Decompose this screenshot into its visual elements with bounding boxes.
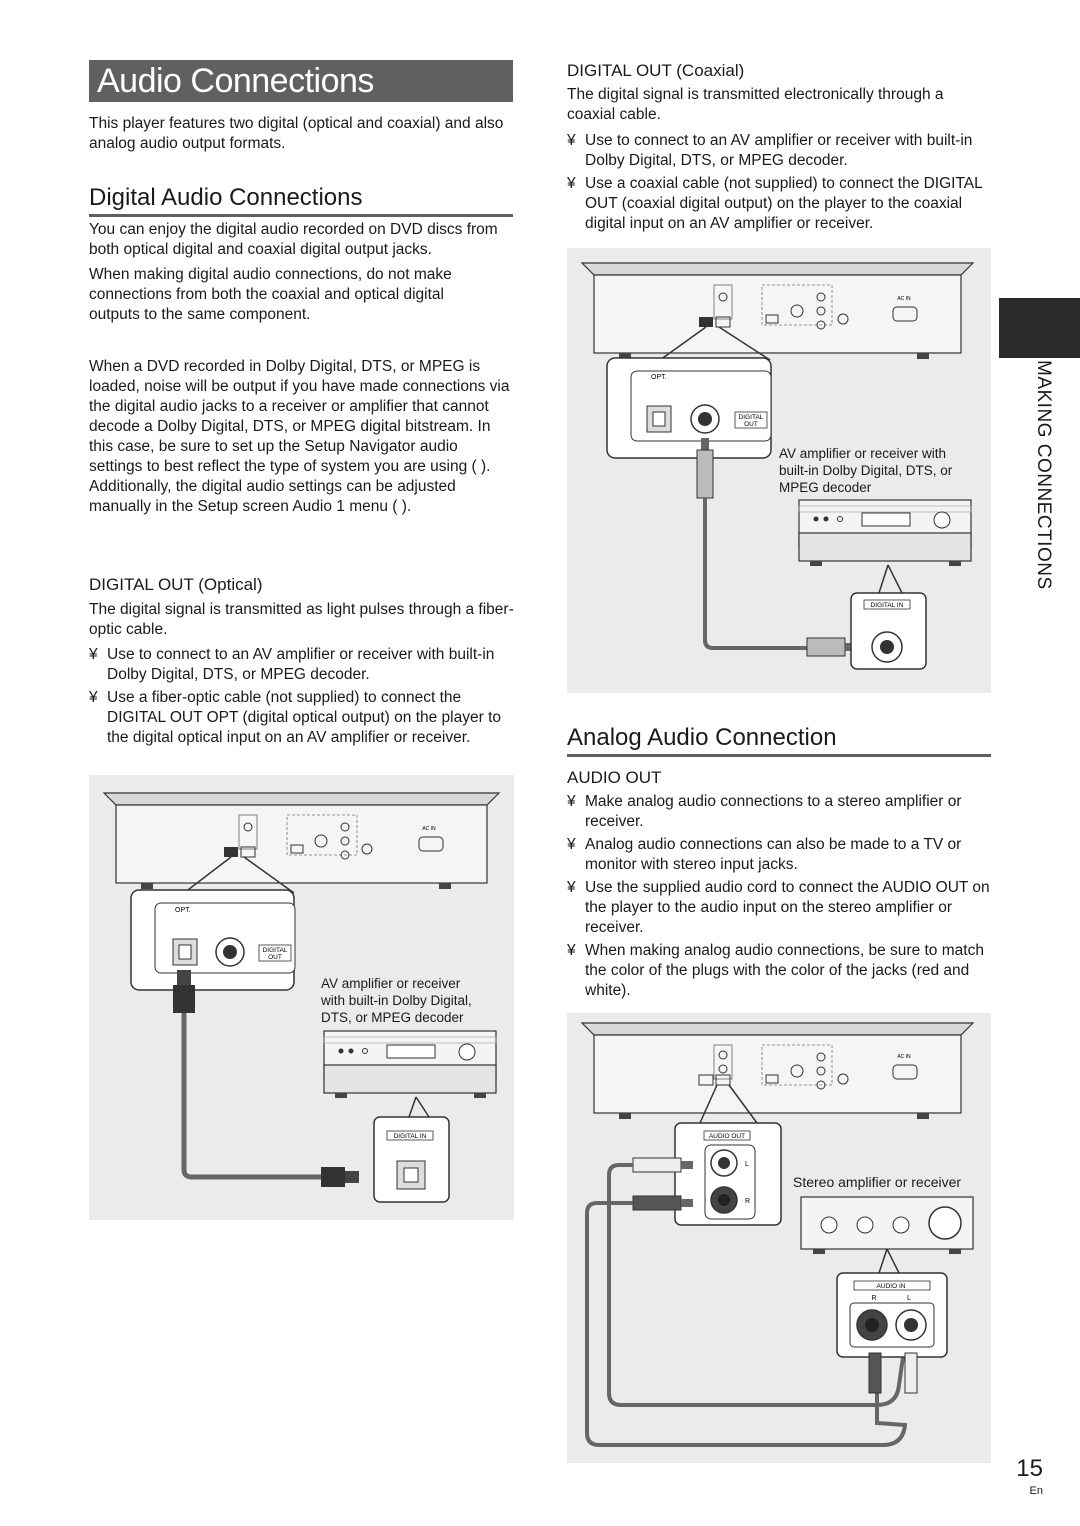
coaxial-desc: The digital signal is transmitted electronically through a coaxial cable.: [567, 86, 944, 123]
list-item: ¥ Use a coaxial cable (not supplied) to connect the DIGITAL OUT (coaxial digital output) on the player to the coaxial digital input on an AV amplifier or receiver.: [567, 175, 983, 232]
optical-connection-figure: [89, 775, 514, 1220]
optical-bullets: [89, 645, 514, 748]
svg-text:AUDIO IN: AUDIO IN: [876, 1283, 906, 1290]
list-item: ¥ Make analog audio connections to a stereo amplifier or receiver.: [567, 793, 962, 830]
svg-text:OUT: OUT: [744, 421, 758, 428]
svg-text:AC IN: AC IN: [897, 1054, 911, 1060]
list-item: ¥ Use to connect to an AV amplifier or receiver with built-in Dolby Digital, DTS, or MPEG decoder.: [567, 132, 973, 169]
digital-para-1: You can enjoy the digital audio recorded on DVD discs from both optical digital and coaxial digital output jacks.: [89, 221, 498, 258]
svg-text:DIGITAL: DIGITAL: [262, 947, 288, 954]
optical-receiver-label: AV amplifier or receiver with built-in Dolby Digital, DTS, or MPEG decoder: [321, 976, 472, 1025]
optical-heading: DIGITAL OUT (Optical): [89, 575, 263, 594]
dvd-player-rear-panel: [104, 793, 499, 889]
audio-out-heading: AUDIO OUT: [567, 768, 662, 787]
page-number: 15: [1016, 1455, 1043, 1482]
svg-text:OUT: OUT: [268, 954, 282, 961]
svg-text:L: L: [745, 1161, 749, 1168]
svg-text:OPT.: OPT.: [175, 907, 191, 914]
list-item: ¥ Use a fiber-optic cable (not supplied) to connect the DIGITAL OUT OPT (digital optical output) on the player to the digital optical input on an AV amplifier or receiver.: [89, 689, 501, 746]
analog-bullets: [567, 792, 995, 1001]
stereo-amp-label: Stereo amplifier or receiver: [793, 1174, 962, 1190]
digital-para-2: When making digital audio connections, do not make connections from both the coaxial and optical digital outputs to the same component.: [89, 266, 452, 323]
list-item: ¥ Use to connect to an AV amplifier or receiver with built-in Dolby Digital, DTS, or MPEG decoder.: [89, 646, 495, 683]
analog-connection-figure: [567, 1013, 991, 1463]
svg-text:OPT.: OPT.: [651, 374, 667, 381]
intro-text: This player features two digital (optical and coaxial) and also analog audio output formats.: [89, 115, 504, 152]
svg-text:DIGITAL: DIGITAL: [738, 414, 764, 421]
dvd-player-rear-panel: [582, 263, 973, 359]
svg-text:AC IN: AC IN: [897, 296, 911, 302]
svg-text:DIGITAL IN: DIGITAL IN: [870, 602, 904, 609]
section-tab-label: MAKING CONNECTIONS: [1033, 360, 1054, 590]
coaxial-receiver-label: AV amplifier or receiver with built-in Dolby Digital, DTS, or MPEG decoder: [779, 446, 953, 495]
digital-para-3: When a DVD recorded in Dolby Digital, DTS, or MPEG is loaded, noise will be output if you have made connections via the digital audio jacks to a receiver or amplifier that cannot decode a Dolby Digital, DTS, or MPEG digital bitstream. In this case, be sure to set up the Setup Navigator audio settings to best reflect the type of system you are using ( ). Additionally, the digital audio settings can be adjusted manually in the Setup screen Audio 1 menu ( ).: [89, 358, 510, 515]
optical-desc: The digital signal is transmitted as light pulses through a fiber-optic cable.: [89, 601, 514, 638]
svg-text:AUDIO OUT: AUDIO OUT: [708, 1133, 746, 1140]
page-title: Audio Connections: [89, 60, 513, 102]
coaxial-heading: DIGITAL OUT (Coaxial): [567, 61, 745, 80]
page-language: En: [1029, 1485, 1043, 1497]
svg-text:DIGITAL IN: DIGITAL IN: [393, 1133, 427, 1140]
analog-heading: Analog Audio Connection: [567, 723, 991, 757]
list-item: ¥ When making analog audio connections, be sure to match the color of the plugs with the color of the jacks (red and white).: [567, 942, 984, 999]
section-tab: [999, 298, 1080, 358]
svg-text:R: R: [871, 1295, 877, 1302]
dvd-player-rear-panel: [582, 1023, 973, 1119]
coaxial-connection-figure: [567, 248, 991, 693]
digital-heading: Digital Audio Connections: [89, 183, 513, 217]
svg-text:L: L: [907, 1295, 911, 1302]
list-item: ¥ Analog audio connections can also be made to a TV or monitor with stereo input jacks.: [567, 836, 962, 873]
coaxial-bullets: [567, 131, 992, 234]
svg-text:AC IN: AC IN: [422, 826, 436, 832]
list-item: ¥ Use the supplied audio cord to connect the AUDIO OUT on the player to the audio input on the stereo amplifier or receiver.: [567, 879, 990, 936]
svg-text:R: R: [745, 1198, 751, 1205]
analog-diagram: [567, 1013, 991, 1463]
